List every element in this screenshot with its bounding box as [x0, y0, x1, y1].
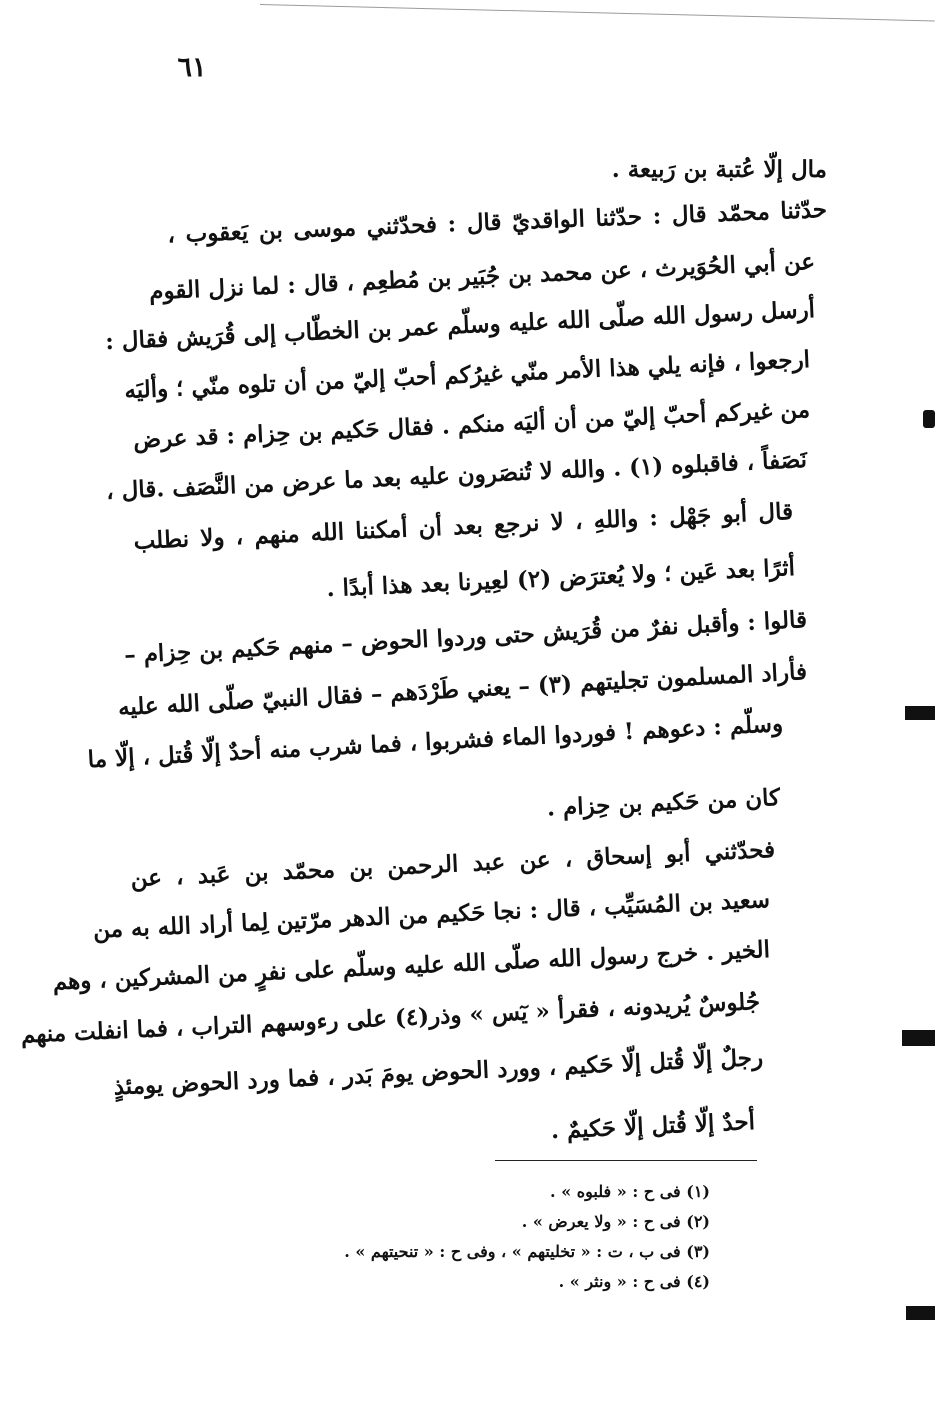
footnote: (١) فى ح : « فلبوه » .: [550, 1182, 710, 1201]
text-line: حدّثنا محمّد قال : حدّثنا الواقديّ قال : فحدّثني موسى بن يَعقوب ،: [166, 196, 828, 249]
text-line: فأراد المسلمون تجليتهم (٣) – يعني طَرْدَهم – فقال النبيّ صلّى الله عليه: [117, 658, 808, 722]
text-line: الخير . خرج رسول الله صلّى الله عليه وسلّم على نفرٍ من المشركين ، وهم: [52, 936, 771, 996]
text-line: جُلوسٌ يُريدونه ، فقرأ « يٓس » وذر(٤) على رءوسهم التراب ، فما انفلت منهم: [20, 988, 761, 1049]
text-line: قالوا : وأقبل نفرٌ من قُرَيش حتى وردوا الحوض – منهم حَكيم بن حِزام –: [123, 606, 808, 669]
text-line: نَصَفاً ، فاقبلوه (١) . والله لا تُنصَرون عليه بعد ما عرض من النَّصَف .قال ،: [105, 446, 808, 505]
text-line: وسلّم : دعوهم ! فوردوا الماء فشربوا ، فما شرب منه أحدٌ إلّا قُتل ، إلّا ما: [87, 710, 784, 774]
text-line: عن أبي الحُوَيرث ، عن محمد بن جُبَير بن مُطعِم ، قال : لما نزل القوم: [148, 248, 816, 306]
scan-mark: [905, 706, 935, 720]
scan-mark: [906, 1306, 935, 1320]
scan-mark: [923, 410, 935, 428]
footnote: (٢) فى ح : « ولا يعرض » .: [521, 1212, 710, 1231]
page-number: ٦١: [177, 52, 207, 83]
text-line: قال أبو جَهْل : واللهِ ، لا نرجع بعد أن أمكننا الله منهم ، ولا نطلب: [133, 498, 794, 555]
text-line: مال إلّا عُتبة بن رَبيعة .: [611, 156, 827, 183]
text-line: ارجعوا ، فإنه يلي هذا الأمر منّي غيرُكم أحبّ إليّ من أن تلوه منّي ؛ وأليَه: [123, 346, 811, 405]
text-line: أثرًا بعد عَين ؛ ولا يُعترَض (٢) لعِيرنا بعد هذا أبدًا .: [325, 554, 796, 603]
text-line: أحدٌ إلّا قُتل إلّا حَكيمٌ .: [550, 1108, 756, 1145]
text-line: رجلٌ إلّا قُتل إلّا حَكيم ، وورد الحوض يومَ بَدر ، فما ورد الحوض يومئذٍ: [113, 1044, 764, 1101]
footnote: (٣) فى ب ، ت : « تخليتهم » ، وفى ح : « تنحيتهم » .: [344, 1242, 710, 1261]
footnote-divider: [495, 1160, 757, 1161]
text-line: من غيركم أحبّ إليّ من أن أليَه منكم . فقال حَكيم بن حِزام : قد عرض: [132, 396, 811, 454]
text-line: كان من حَكيم بن حِزام .: [546, 784, 781, 822]
scan-mark: [902, 1030, 935, 1046]
footnote: (٤) فى ح : « ونثر » .: [558, 1272, 710, 1291]
page-top-edge: [260, 4, 935, 21]
text-line: سعيد بن المُسَيِّب ، قال : نجا حَكيم من الدهر مرّتين لِما أراد الله به من: [92, 886, 771, 944]
text-line: فحدّثني أبو إسحاق ، عن عبد الرحمن بن محمّد بن عَبد ، عن: [130, 836, 776, 893]
text-line: أرسل رسول الله صلّى الله عليه وسلّم عمر بن الخطّاب إلى قُرَيش فقال :: [104, 296, 816, 356]
